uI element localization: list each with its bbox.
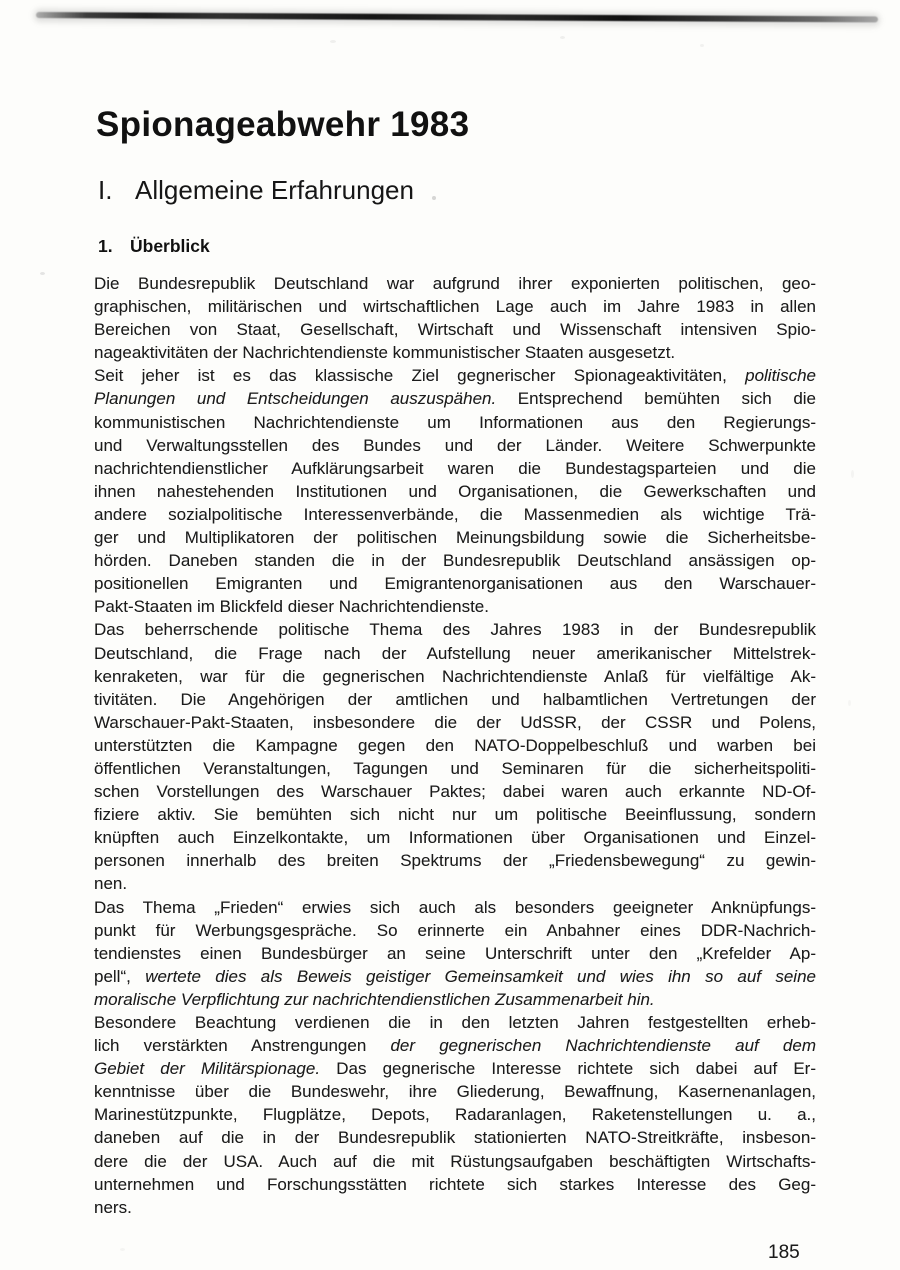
page-number: 185 (768, 1242, 800, 1263)
body-line: Planungen und Entscheidungen auszuspähen. Entsprechend bemühten sich die (94, 389, 817, 409)
body-line: personen innerhalb des breiten Spektrums der „Friedensbewegung“ zu gewin- (94, 851, 816, 871)
subsection-title: Überblick (130, 236, 210, 256)
body-line: kommunistischen Nachrichtendienste um Informationen aus den Regierungs- (94, 412, 816, 432)
subsection-number: 1. (98, 236, 113, 256)
body-text (94, 272, 816, 1219)
section-number: I. (98, 175, 113, 205)
body-line: Besondere Beachtung verdienen die in den letzten Jahren festgestellten erheb- (94, 1013, 816, 1032)
body-line: ger und Multiplikatoren der politischen Meinungsbildung sowie die Sicherheitsbe- (94, 528, 816, 548)
body-line: unternehmen und Forschungsstätten richtete sich starkes Interesse des Geg- (94, 1174, 816, 1194)
scan-speck (700, 44, 704, 47)
scan-speck (851, 470, 854, 478)
scan-speck (432, 196, 436, 200)
body-line: dere die der USA. Auch auf die mit Rüstungsaufgaben beschäftigten Wirtschafts- (94, 1151, 816, 1171)
body-line: pell“, wertete dies als Beweis geistiger Gemeinsamkeit und wies ihn so auf seine (94, 966, 816, 986)
body-line: Bereichen von Staat, Gesellschaft, Wirtschaft und Wissenschaft intensiven Spio- (94, 320, 816, 340)
body-paragraph (94, 1011, 816, 1219)
body-line: moralische Verpflichtung zur nachrichtendienstlichen Zusammenarbeit hin. (94, 989, 655, 1009)
body-line: unterstützten die Kampagne gegen den NATO-Doppelbeschluß und warben bei (94, 735, 816, 755)
body-line: Pakt-Staaten im Blickfeld dieser Nachrichtendienste. (94, 597, 489, 617)
section-title: Allgemeine Erfahrungen (135, 175, 414, 205)
body-line: schen Vorstellungen des Warschauer Paktes; dabei waren auch erkannte ND-Of- (94, 782, 816, 802)
body-line: graphischen, militärischen und wirtschaftlichen Lage auch im Jahre 1983 in allen (94, 297, 816, 317)
body-line: tivitäten. Die Angehörigen der amtlichen und halbamtlichen Vertretungen der (94, 689, 816, 709)
scan-speck (848, 700, 851, 706)
scan-speck (40, 272, 45, 275)
body-line: Das beherrschende politische Thema des Jahres 1983 in der Bundesrepublik (94, 620, 816, 640)
body-paragraph (94, 618, 816, 895)
subsection-heading (98, 236, 210, 257)
body-line: kenntnisse über die Bundeswehr, ihre Gliederung, Bewaffnung, Kasernenanlagen, (94, 1082, 816, 1102)
body-line: tendienstes einen Bundesbürger an seine Unterschrift unter den „Krefelder Ap- (94, 943, 816, 963)
body-line: Warschauer-Pakt-Staaten, insbesondere die der UdSSR, der CSSR und Polens, (94, 712, 816, 732)
body-line: kenraketen, war für die gegnerischen Nachrichtendienste Anlaß für vielfältige Ak- (94, 666, 816, 686)
body-line: Das Thema „Frieden“ erwies sich auch als besonders geeigneter Anknüpfungs- (94, 897, 816, 917)
body-line: daneben auf die in der Bundesrepublik stationierten NATO-Streitkräfte, insbeson- (94, 1128, 816, 1148)
body-line: Seit jeher ist es das klassische Ziel gegnerischer Spionageaktivitäten, politische (94, 366, 816, 386)
body-line: Gebiet der Militärspionage. Das gegnerische Interesse richtete sich dabei auf Er- (94, 1059, 816, 1079)
body-line: Marinestützpunkte, Flugplätze, Depots, Radaranlagen, Raketenstellungen u. a., (94, 1105, 816, 1125)
body-line: punkt für Werbungsgespräche. So erinnerte ein Anbahner eines DDR-Nachrich- (94, 920, 816, 940)
body-line: fiziere aktiv. Sie bemühten sich nicht nur um politische Beeinflussung, sondern (94, 805, 816, 825)
body-paragraph (94, 364, 816, 618)
body-line: ners. (94, 1197, 132, 1217)
body-line: öffentlichen Veranstaltungen, Tagungen und Seminaren für die sicherheitspoliti- (94, 758, 816, 778)
scan-speck (330, 40, 336, 43)
body-line: nachrichtendienstlicher Aufklärungsarbeit waren die Bundestagsparteien und die (94, 458, 816, 478)
body-line: Die Bundesrepublik Deutschland war aufgrund ihrer exponierten politischen, geo- (94, 274, 816, 293)
body-line: positionellen Emigranten und Emigrantenorganisationen aus den Warschauer- (94, 574, 816, 594)
body-line: nageaktivitäten der Nachrichtendienste kommunistischer Staaten ausgesetzt. (94, 343, 676, 363)
body-line: knüpften auch Einzelkontakte, um Informationen über Organisationen und Einzel- (94, 828, 816, 848)
body-line: und Verwaltungsstellen des Bundes und der Länder. Weitere Schwerpunkte (94, 435, 816, 455)
body-line: nen. (94, 874, 128, 894)
body-line: andere sozialpolitische Interessenverbände, die Massenmedien als wichtige Trä- (94, 504, 816, 524)
body-paragraph (94, 272, 816, 364)
section-heading (98, 176, 414, 205)
scan-speck (560, 36, 565, 39)
body-paragraph (94, 896, 816, 1011)
body-line: ihnen nahestehenden Institutionen und Organisationen, die Gewerkschaften und (94, 481, 816, 501)
body-line: hörden. Daneben standen die in der Bundesrepublik Deutschland ansässigen op- (94, 551, 816, 571)
scan-speck (120, 1248, 125, 1251)
document-title: Spionageabwehr 1983 (96, 105, 470, 144)
body-line: lich verstärkten Anstrengungen der gegnerischen Nachrichtendienste auf dem (94, 1036, 816, 1056)
body-line: Deutschland, die Frage nach der Aufstellung neuer amerikanischer Mittelstrek- (94, 643, 816, 663)
